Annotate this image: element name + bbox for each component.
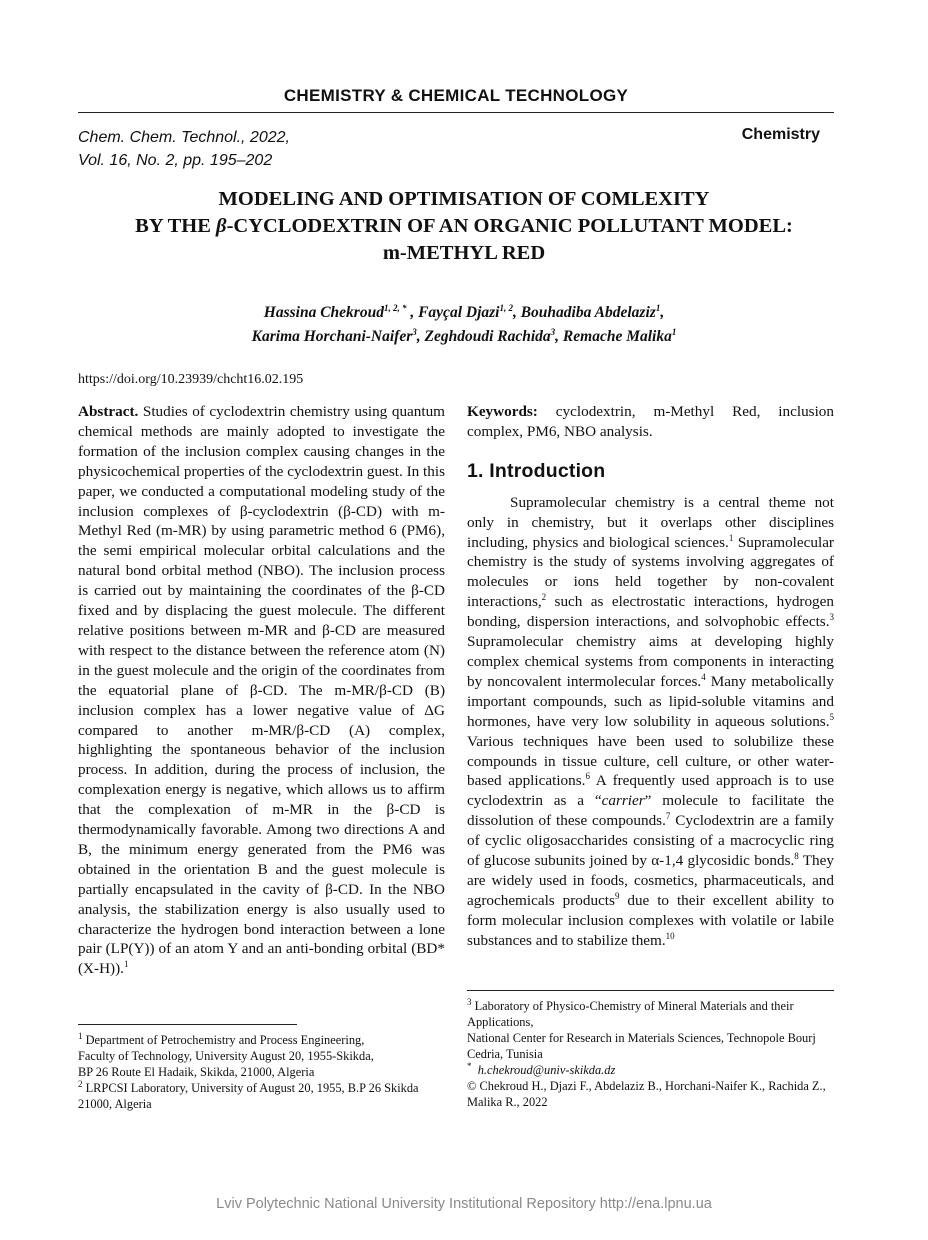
intro-sentence: due to their excellent ability to form molecular inclusion complexes with volatile or labile substances and to stabilize them. — [467, 891, 834, 949]
reference-mark[interactable]: 8 — [794, 850, 799, 861]
author-name: Fayçal Djazi — [418, 304, 500, 321]
section-label: Chemistry — [741, 126, 820, 143]
journal-header: CHEMISTRY & CHEMICAL TECHNOLOGY — [78, 86, 834, 113]
intro-sentence: such as electrostatic interactions, hydrogen bonding, dispersion interactions, and solvophobic effects. — [467, 593, 834, 631]
reference-mark[interactable]: 9 — [614, 890, 620, 901]
abstract-paragraph — [78, 402, 445, 979]
intro-sentence: Supramolecular chemistry is the study of systems involving aggregates of molecules or ions held together by non-covalent interactions, — [467, 533, 834, 611]
footnote-mark: 3 — [467, 996, 472, 1007]
citation-line-1: Chem. Chem. Technol., 2022, — [78, 129, 290, 146]
reference-mark[interactable]: 5 — [829, 711, 834, 722]
intro-sentence: They are widely used in foods, cosmetics, pharmaceuticals, and agrochemicals products — [467, 852, 834, 909]
footnote-text: LRPCSI Laboratory, University of August 20, 1955, B.P 26 Skikda 21000, Algeria — [78, 1081, 419, 1111]
author-name: Hassina Chekroud — [263, 304, 384, 321]
abstract-label: Abstract. — [78, 403, 139, 420]
author-affiliation-mark: 1 — [671, 326, 677, 337]
footnote-text: Laboratory of Physico-Chemistry of Mineral Materials and their Applications, — [467, 999, 794, 1029]
author-separator: , — [512, 304, 521, 321]
author-separator: , — [555, 328, 563, 345]
title-line-1: MODELING AND OPTIMISATION OF COMLEXITY — [218, 188, 710, 210]
keywords-text: cyclodextrin, m-Methyl Red, inclusion complex, PM6, NBO analysis. — [467, 403, 834, 440]
left-column — [78, 402, 445, 979]
footnote-2 — [78, 1080, 445, 1112]
reference-mark[interactable]: 1 — [728, 532, 734, 543]
title-beta: β — [216, 215, 227, 237]
author-separator: , — [406, 304, 419, 321]
title-line-2-pre: BY THE — [135, 215, 217, 237]
footnote-3-line-2: National Center for Research in Materials Sciences, Technopole Bourj Cedria, Tunisia — [467, 1031, 816, 1061]
author-list — [78, 301, 850, 349]
author-line-1 — [78, 301, 850, 325]
footnote-1 — [78, 1032, 445, 1048]
author-affiliation-mark: 1, 2 — [499, 302, 513, 313]
footnotes-right — [467, 998, 834, 1110]
keywords-label: Keywords: — [467, 403, 538, 420]
footnotes-left — [78, 1032, 445, 1112]
footnote-mark: 1 — [78, 1030, 83, 1041]
reference-mark[interactable]: 1 — [123, 959, 129, 970]
footnote-1-line-2: Faculty of Technology, University August 20, 1955-Skikda, — [78, 1049, 374, 1063]
intro-sentence: Cyclodextrin are a family of cyclic oligosaccharides consisting of a macrocyclic ring of glucose subunits joined by α-1,4 glycosidic bonds. — [467, 812, 834, 870]
reference-mark[interactable]: 4 — [701, 671, 706, 682]
repository-footer: Lviv Polytechnic National University Institutional Repository http://ena.lpnu.ua — [216, 1196, 712, 1212]
title-line-2 — [78, 213, 850, 240]
reference-mark[interactable]: 6 — [585, 771, 590, 782]
citation — [78, 126, 290, 172]
reference-mark[interactable]: 7 — [665, 811, 671, 822]
author-name: Bouhadiba Abdelaziz — [520, 304, 656, 321]
author-affiliation-mark: 1, 2, * — [383, 302, 407, 313]
author-affiliation-mark: 1 — [655, 302, 661, 313]
copyright-notice: © Chekroud H., Djazi F., Abdelaziz B., Horchani-Naifer K., Rachida Z., Malika R., 2022 — [467, 1079, 826, 1109]
footnote-1-line-3: BP 26 Route El Hadaik, Skikda, 21000, Algeria — [78, 1065, 315, 1079]
footnote-mark: * — [467, 1060, 472, 1071]
title-line-3: m-METHYL RED — [382, 242, 546, 264]
intro-sentence: ” molecule to facilitate the dissolution of these compounds. — [467, 792, 835, 830]
footnote-3 — [467, 998, 834, 1030]
keywords — [467, 402, 834, 442]
section-heading: 1. Introduction — [467, 459, 606, 482]
abstract-text: Studies of cyclodextrin chemistry using quantum chemical methods are mainly adopted to investigate the formation of the inclusion complex causing changes in the physicochemical properties of the cyclodextrin guest. In this paper, we conducted a computational modeling study of the inclusion complexes of β-cyclodextrin (β-CD) with m-Methyl Red (m-MR) by using parametric method 6 (PM6), the semi empirical molecular orbital calculations and the natural bond orbital method (NBO). The inclusion process is carried out by maintaining the coordinates of the β-CD fixed and by displacing the guest molecule. The different relative positions between m-MR and β-CD are measured with respect to the distance between the reference atom (N) in the guest molecule and the origin of the coordinates from the equatorial plane of β-CD. The m-MR/β-CD (B) inclusion complex has a lower negative value of ΔG compared to another m-MR/β-CD (A) complex, highlighting the spontaneous behavior of the inclusion process. In addition, during the process of inclusion, the complexation energy is negative, which allows us to affirm that the complexation of m-MR in the β-CD is thermodynamically favorable. Among two directions A and B, the minimum energy generated from the PM6 was obtained in the orientation B and the guest molecule is partially encapsulated in the cavity of β-CD. In the NBO analysis, the stabilization energy is also usually used to characterize the hydrogen bond interaction between a lone pair (LP(Y)) of an atom Y and an anti-bonding orbital (BD*(X-H)). — [78, 403, 445, 978]
corresponding-author — [467, 1062, 834, 1078]
doi-link[interactable]: https://doi.org/10.23939/chcht16.02.195 — [78, 372, 304, 387]
title-line-2-post: -CYCLODEXTRIN OF AN ORGANIC POLLUTANT MODEL: — [226, 215, 793, 237]
author-affiliation-mark: 3 — [412, 326, 417, 337]
intro-sentence: Supramolecular chemistry is a central theme not only in chemistry, but it overlaps other disciplines including, physics and biological sciences. — [467, 493, 834, 551]
introduction-section — [467, 459, 835, 951]
abstract — [78, 402, 445, 979]
intro-sentence: A frequently used approach is to use cyclodextrin as a “ — [467, 772, 834, 810]
introduction-paragraph — [467, 493, 834, 951]
author-line-2 — [78, 325, 850, 349]
article-title — [78, 186, 850, 267]
keywords-paragraph — [467, 402, 834, 442]
author-separator: , — [660, 304, 665, 321]
author-name: Karima Horchani-Naifer — [251, 328, 413, 345]
intro-sentence: Supramolecular chemistry aims at developing highly complex chemical systems from components in interacting by noncovalent intermolecular forces. — [467, 633, 834, 690]
author-separator: , — [416, 328, 425, 345]
reference-mark[interactable]: 3 — [829, 612, 834, 623]
author-affiliation-mark: 3 — [550, 326, 556, 337]
footnote-mark: 2 — [78, 1078, 83, 1089]
intro-sentence: Various techniques have been used to solubilize these compounds in tissue culture, cell culture, or other water-based applications. — [467, 732, 834, 790]
reference-mark[interactable]: 10 — [665, 930, 675, 941]
footnote-text: Department of Petrochemistry and Process Engineering, — [82, 1033, 365, 1047]
intro-sentence: Many metabolically important compounds, such as lipid-soluble vitamins and hormones, have very low solubility in aqueous solutions. — [467, 672, 834, 730]
author-name: Remache Malika — [562, 328, 672, 345]
author-name: Zeghdoudi Rachida — [424, 328, 551, 345]
intro-emphasis: carrier — [601, 792, 645, 810]
reference-mark[interactable]: 2 — [541, 592, 547, 603]
footnote-divider — [467, 990, 834, 991]
right-column — [467, 402, 834, 951]
corresponding-email[interactable]: h.chekroud@univ-skikda.dz — [477, 1063, 616, 1077]
footnote-divider — [78, 1024, 297, 1025]
citation-line-2: Vol. 16, No. 2, pp. 195–202 — [78, 152, 273, 169]
